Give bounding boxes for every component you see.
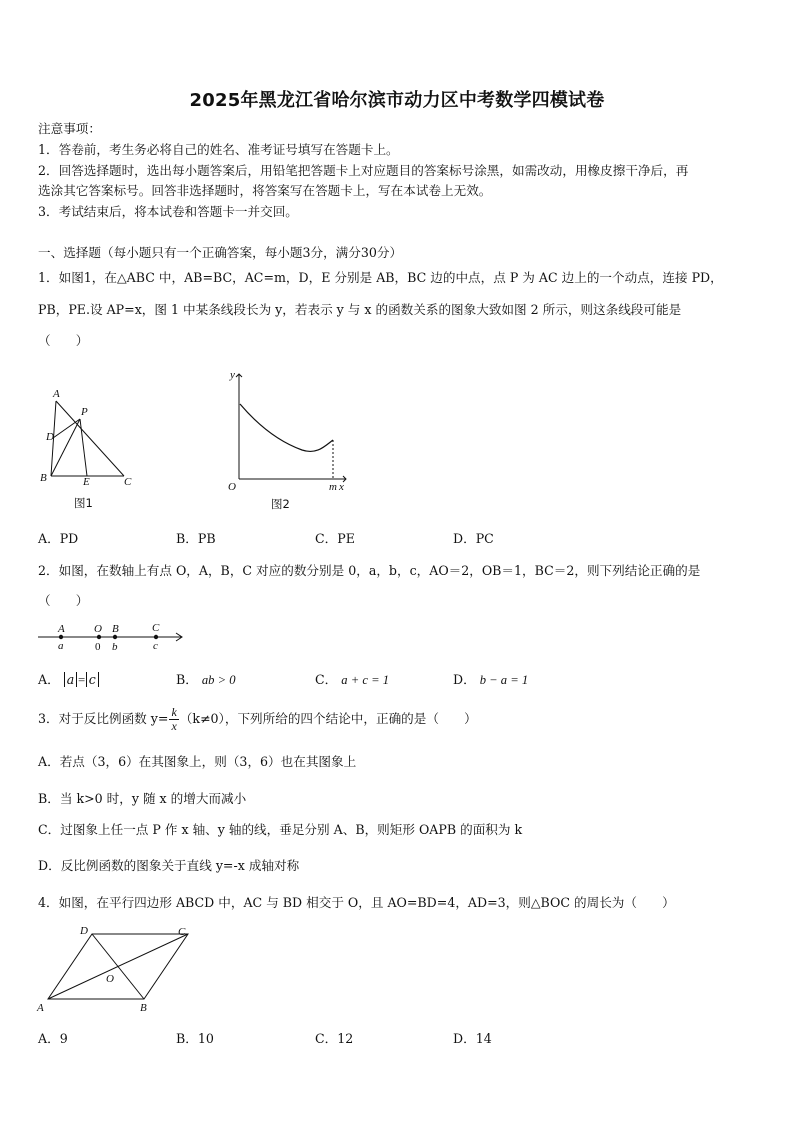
q2-option-c: C． a + c = 1 xyxy=(315,672,390,687)
point-o xyxy=(97,635,101,639)
q2-option-d: D． b − a = 1 xyxy=(453,672,529,687)
notice-item: 2．回答选择题时，选出每小题答案后，用铅笔把答题卡上对应题目的答案标号涂黑，如需改动，用橡皮擦干净后，再 xyxy=(38,163,689,178)
q2-option-b: B． ab > 0 xyxy=(176,672,236,687)
label-d: D xyxy=(46,431,54,443)
q1-option-c: C．PE xyxy=(315,531,355,546)
question-2-line: 2．如图，在数轴上有点 O，A，B，C 对应的数分别是 0，a，b，c，AO＝2，OB＝1，BC＝2，则下列结论正确的是 xyxy=(38,563,701,578)
value-b: b xyxy=(112,641,118,653)
segment-pe xyxy=(80,419,87,476)
notice-item: 3．考试结束后，将本试卷和答题卡一并交回。 xyxy=(38,204,298,219)
abs-c: c xyxy=(86,672,99,687)
label-p: P xyxy=(81,406,88,418)
label-a: A xyxy=(37,1002,44,1014)
question-3-line: 3．对于反比例函数 y= $\frac{k}{x}$ （k≠0），下列所给的四个结论中，正确的是（ ） xyxy=(38,705,477,733)
label-b: B xyxy=(112,623,119,635)
q1-option-b: B．PB xyxy=(176,531,216,546)
question-4-line: 4．如图，在平行四边形 ABCD 中，AC 与 BD 相交于 O，且 AO=BD=4，AD=3，则△BOC 的周长为（ ） xyxy=(38,895,675,910)
label-c: C xyxy=(178,926,186,938)
notice-item: 选涂其它答案标号。回答非选择题时，将答案写在答题卡上，写在本试卷上无效。 xyxy=(38,183,492,198)
label-d: D xyxy=(80,925,88,937)
diagonal-bd xyxy=(92,934,144,999)
label-a: A xyxy=(58,623,65,635)
function-curve xyxy=(240,404,333,451)
figure-1-caption: 图1 xyxy=(74,496,93,510)
q3-option-c: C．过图象上任一点 P 作 x 轴、y 轴的线，垂足分别 A、B，则矩形 OAPB 的面积为 k xyxy=(38,822,523,837)
question-1-line: 1．如图1，在△ABC 中，AB=BC，AC=m，D，E 分别是 AB，BC 边的中点，点 P 为 AC 边上的一个动点，连接 PD， xyxy=(38,270,723,285)
label-origin: O xyxy=(228,481,236,493)
label-e: E xyxy=(83,476,90,488)
figure-2-caption: 图2 xyxy=(271,497,290,511)
number-line-figure xyxy=(34,618,186,656)
q4-option-b: B．10 xyxy=(176,1031,214,1046)
q4-option-c: C．12 xyxy=(315,1031,354,1046)
q3-option-b: B．当 k>0 时，y 随 x 的增大而减小 xyxy=(38,791,247,806)
exam-title: 2025年黑龙江省哈尔滨市动力区中考数学四模试卷 xyxy=(189,90,605,111)
point-a xyxy=(59,635,63,639)
section-heading: 一、选择题（每小题只有一个正确答案，每小题3分，满分30分） xyxy=(38,245,403,260)
value-a: a xyxy=(58,640,64,652)
segment-pd xyxy=(53,419,80,438)
q3-option-d: D．反比例函数的图象关于直线 y=-x 成轴对称 xyxy=(38,858,300,873)
point-b xyxy=(113,635,117,639)
point-c xyxy=(154,635,158,639)
triangle-figure-1 xyxy=(34,383,134,513)
q2-option-a: A． a = c xyxy=(38,672,99,688)
label-o: O xyxy=(94,623,102,635)
question-1-line: PB，PE.设 AP=x，图 1 中某条线段长为 y，若表示 y 与 x 的函数关系的图象大致如图 2 所示，则这条线段可能是 xyxy=(38,302,682,317)
label-o: O xyxy=(106,973,114,985)
label-y: y xyxy=(230,369,235,381)
question-2-blank: （ ） xyxy=(38,593,89,608)
abs-a: a xyxy=(64,672,78,687)
notice-item: 1．答卷前，考生务必将自己的姓名、准考证号填写在答题卡上。 xyxy=(38,142,399,157)
label-b: B xyxy=(140,1002,147,1014)
fraction-k-over-x: $\frac{k}{x}$ xyxy=(171,705,177,733)
q4-option-a: A．9 xyxy=(38,1031,68,1046)
label-b: B xyxy=(40,472,47,484)
segment-pb xyxy=(51,419,80,476)
function-graph-figure-2 xyxy=(222,366,352,514)
q1-option-d: D．PC xyxy=(453,531,494,546)
label-a: A xyxy=(53,388,60,400)
q4-option-d: D．14 xyxy=(453,1031,492,1046)
value-c: c xyxy=(153,640,158,652)
q1-option-a: A．PD xyxy=(38,531,79,546)
label-c: C xyxy=(152,622,160,634)
label-m: m xyxy=(329,481,337,493)
label-c: C xyxy=(124,476,132,488)
segment-ac xyxy=(56,401,124,476)
q3-option-a: A．若点（3，6）在其图象上，则（3，6）也在其图象上 xyxy=(38,754,357,769)
label-x: x xyxy=(339,481,344,493)
question-1-blank: （ ） xyxy=(38,333,89,348)
parallelogram-figure xyxy=(34,920,194,1018)
notice-heading: 注意事项： xyxy=(38,121,101,136)
value-0: 0 xyxy=(95,641,101,653)
